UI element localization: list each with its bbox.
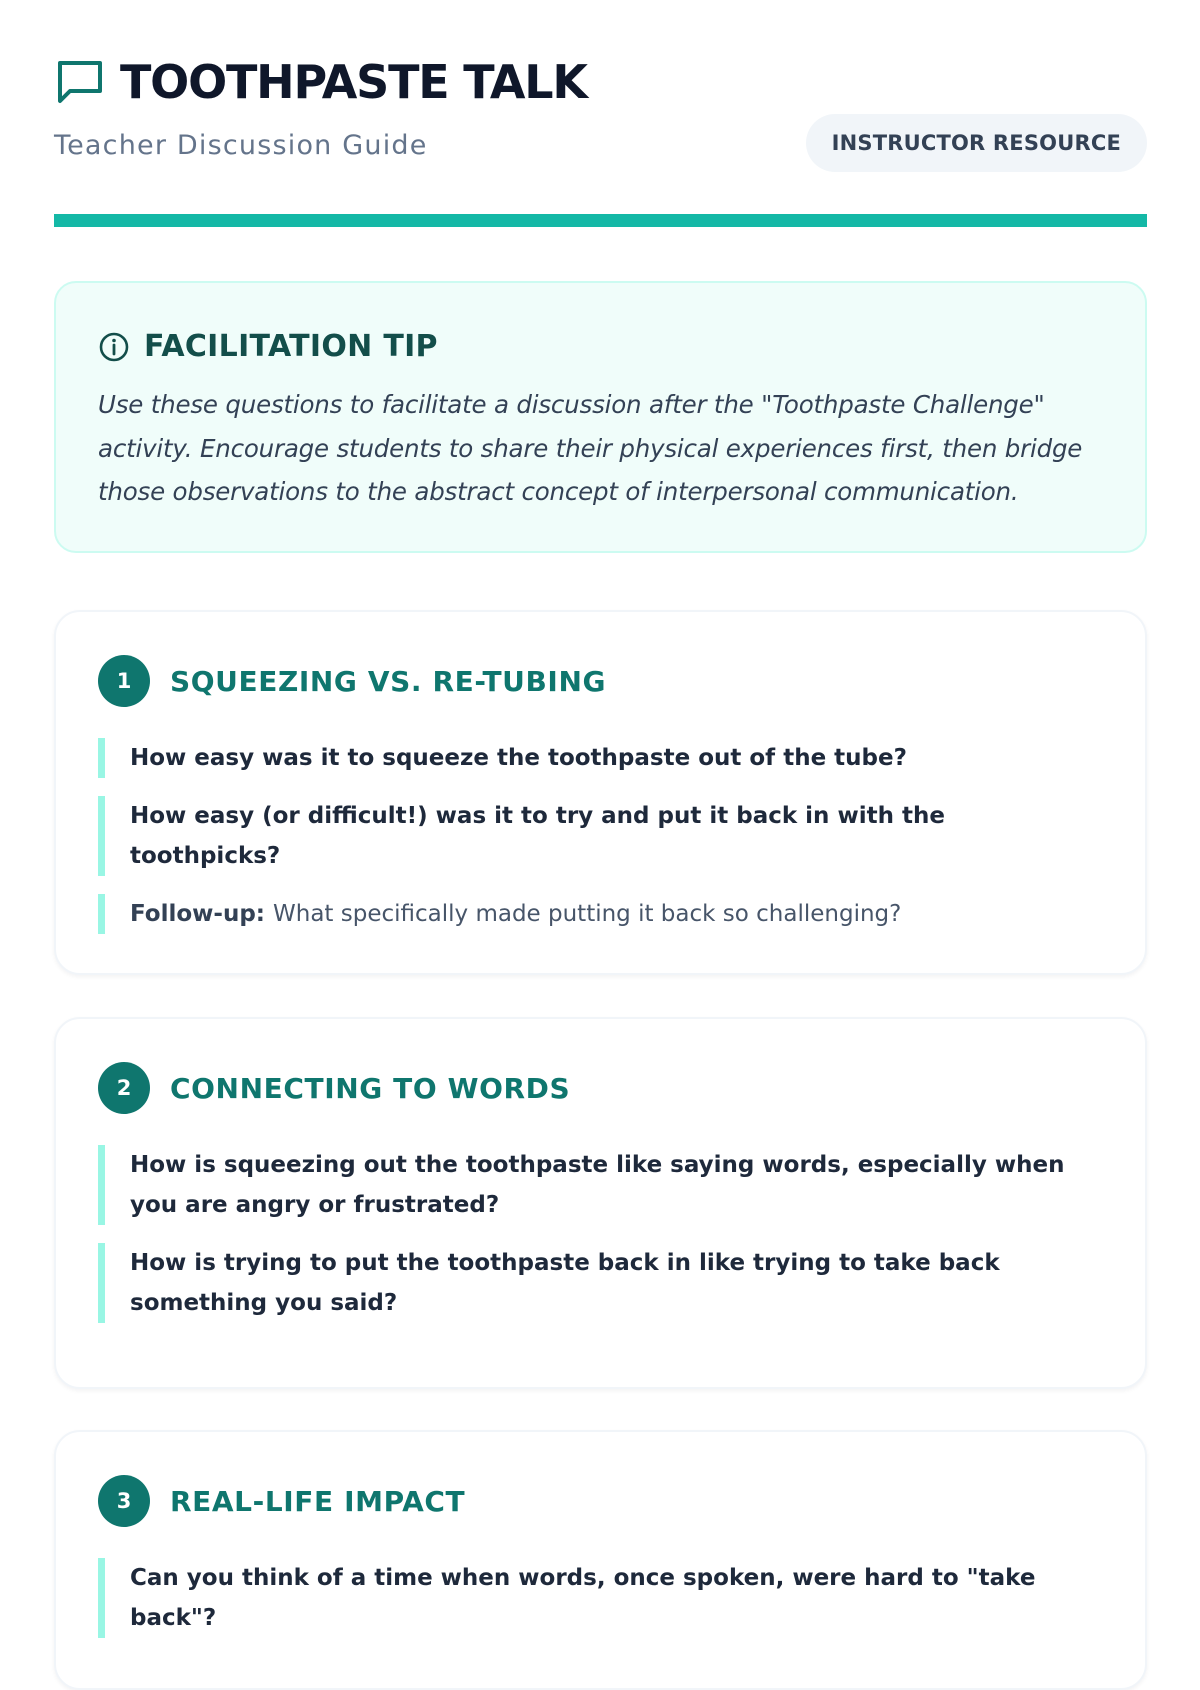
title-row (54, 52, 587, 112)
section-title: REAL-LIFE IMPACT (170, 1484, 466, 1518)
section-number-badge: 3 (98, 1475, 150, 1527)
discussion-guide (54, 0, 1147, 1631)
section-card-2 (54, 1017, 1147, 1389)
follow-up-label: Follow-up: (130, 901, 265, 927)
page-header (54, 0, 1147, 228)
question-item: How easy was it to squeeze the toothpaste out of the tube? (98, 738, 1103, 778)
section-number-badge: 1 (98, 655, 150, 707)
tip-header (98, 327, 1103, 367)
tip-title: FACILITATION TIP (144, 329, 438, 364)
section-title: CONNECTING TO WORDS (170, 1071, 571, 1105)
facilitation-tip-box (54, 281, 1147, 553)
section-card-1 (54, 610, 1147, 975)
page-title: TOOTHPASTE TALK (120, 55, 587, 109)
section-header (98, 654, 1103, 708)
section-header (98, 1061, 1103, 1115)
info-icon (98, 331, 130, 363)
chat-bubble-icon (54, 57, 106, 107)
section-title: SQUEEZING VS. RE-TUBING (170, 664, 607, 698)
question-item: How is squeezing out the toothpaste like saying words, especially when you are angry or frustrated? (98, 1145, 1103, 1225)
section-card-3 (54, 1430, 1147, 1690)
follow-up-item (98, 894, 1103, 934)
page-subtitle: Teacher Discussion Guide (54, 130, 428, 161)
instructor-resource-badge: INSTRUCTOR RESOURCE (806, 114, 1147, 172)
header-divider (54, 214, 1147, 227)
question-item: How is trying to put the toothpaste back in like trying to take back something you said? (98, 1243, 1103, 1323)
question-item: How easy (or difficult!) was it to try and put it back in with the toothpicks? (98, 796, 1103, 876)
tip-text: Use these questions to facilitate a discussion after the "Toothpaste Challenge" activity. Encourage students to share their physical experiences first, then bridge those observations to the abstract concept of interpersonal communication. (98, 390, 1083, 506)
follow-up-text: What specifically made putting it back so challenging? (273, 901, 902, 927)
question-item: Can you think of a time when words, once spoken, were hard to "take back"? (98, 1558, 1103, 1638)
section-number-badge: 2 (98, 1062, 150, 1114)
section-header (98, 1474, 1103, 1528)
